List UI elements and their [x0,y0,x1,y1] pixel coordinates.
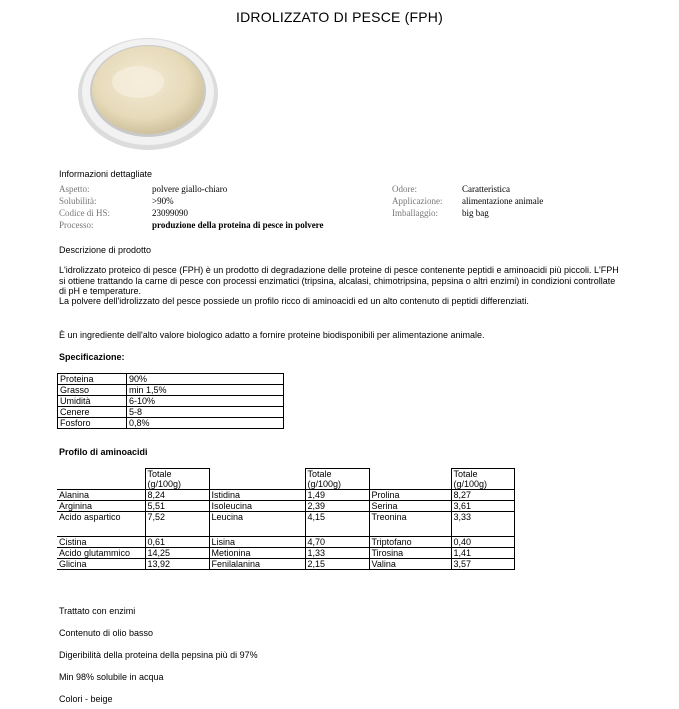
amino-row [57,512,514,537]
amino-value: 0,61 [145,537,209,548]
amino-name: Tirosina [369,548,451,559]
amino-header: Totale (g/100g) [305,469,369,490]
amino-row [57,501,514,512]
amino-name: Metionina [209,548,305,559]
amino-table [57,468,515,570]
product-photo-powder-bowl [72,24,222,154]
description-paragraph-3: È un ingrediente dell'alto valore biologico adatto a fornire proteine biodisponibili per alimentazione animale. [59,330,485,340]
amino-name: Serina [369,501,451,512]
info-value-aspetto: polvere giallo-chiaro [152,184,228,194]
info-label-solubilita: Solubilità: [59,196,97,206]
amino-row [57,548,514,559]
amino-value: 3,61 [451,501,514,512]
info-label-codice-hs: Codice di HS: [59,208,110,218]
info-label-odore: Odore: [392,184,417,194]
amino-name: Istidina [209,490,305,501]
amino-value: 8,27 [451,490,514,501]
amino-value: 3,57 [451,559,514,570]
amino-value: 0,40 [451,537,514,548]
info-value-processo: produzione della proteina di pesce in polvere [152,220,324,230]
amino-row [57,490,514,501]
amino-name: Isoleucina [209,501,305,512]
amino-value: 2,39 [305,501,369,512]
amino-value: 13,92 [145,559,209,570]
info-label-processo: Processo: [59,220,94,230]
info-value-codice-hs: 23099090 [152,208,188,218]
amino-value: 5,51 [145,501,209,512]
amino-value: 1,49 [305,490,369,501]
amino-name: Acido glutammico [57,548,145,559]
amino-value: 7,52 [145,512,209,537]
amino-value: 14,25 [145,548,209,559]
info-heading: Informazioni dettagliate [59,169,153,179]
spec-name: Fosforo [58,418,127,429]
amino-value: 4,15 [305,512,369,537]
info-label-aspetto: Aspetto: [59,184,90,194]
spec-name: Grasso [58,385,127,396]
spec-row [58,418,284,429]
amino-name: Lisina [209,537,305,548]
spec-row [58,407,284,418]
amino-name: Treonina [369,512,451,537]
spec-value: 90% [127,374,284,385]
amino-name: Triptofano [369,537,451,548]
spec-table [57,373,284,429]
spec-heading: Specificazione: [59,352,125,362]
spec-name: Cenere [58,407,127,418]
spec-row [58,385,284,396]
feature-item: Min 98% solubile in acqua [59,672,164,682]
description-heading: Descrizione di prodotto [59,245,152,255]
feature-item: Digeribilità della proteina della pepsina più di 97% [59,650,258,660]
spec-name: Proteina [58,374,127,385]
info-label-imballaggio: Imballaggio: [392,208,438,218]
info-label-applicazione: Applicazione: [392,196,443,206]
spec-value: 5-8 [127,407,284,418]
amino-value: 1,33 [305,548,369,559]
spec-name: Umidità [58,396,127,407]
amino-name: Cistina [57,537,145,548]
feature-item: Trattato con enzimi [59,606,136,616]
amino-heading: Profilo di aminoacidi [59,447,148,457]
info-value-odore: Caratteristica [462,184,510,194]
spec-value: 6-10% [127,396,284,407]
spec-value: min 1,5% [127,385,284,396]
amino-name: Arginina [57,501,145,512]
feature-item: Colori - beige [59,694,113,704]
amino-header-row [57,469,514,490]
amino-row [57,559,514,570]
description-paragraph-2: La polvere dell'idrolizzato del pesce possiede un profilo ricco di aminoacidi ed un alto contenuto di peptidi differenziati. [59,296,529,306]
amino-name: Acido aspartico [57,512,145,537]
amino-name: Fenilalanina [209,559,305,570]
amino-name: Glicina [57,559,145,570]
page-title: IDROLIZZATO DI PESCE (FPH) [236,9,443,25]
spec-value: 0,8% [127,418,284,429]
amino-name: Alanina [57,490,145,501]
amino-value: 1,41 [451,548,514,559]
amino-value: 2,15 [305,559,369,570]
info-value-solubilita: >90% [152,196,174,206]
amino-header: Totale (g/100g) [145,469,209,490]
amino-value: 8,24 [145,490,209,501]
spec-row [58,374,284,385]
feature-item: Contenuto di olio basso [59,628,154,638]
amino-value: 4,70 [305,537,369,548]
spec-row [58,396,284,407]
description-paragraph-1: L'idrolizzato proteico di pesce (FPH) è un prodotto di degradazione delle proteine di pesce contenente peptidi e aminoacidi più piccoli. L'FPH si ottiene trattando la carne di pesce con processi enzimatici (tripsina, alcalasi, chimotripsina, pepsina o altri enzimi) in condizioni controllate di pH e temperature. [59,265,619,296]
amino-row [57,537,514,548]
amino-value: 3,33 [451,512,514,537]
amino-header: Totale (g/100g) [451,469,514,490]
amino-name: Prolina [369,490,451,501]
amino-name: Leucina [209,512,305,537]
amino-name: Valina [369,559,451,570]
info-value-imballaggio: big bag [462,208,489,218]
info-value-applicazione: alimentazione animale [462,196,544,206]
